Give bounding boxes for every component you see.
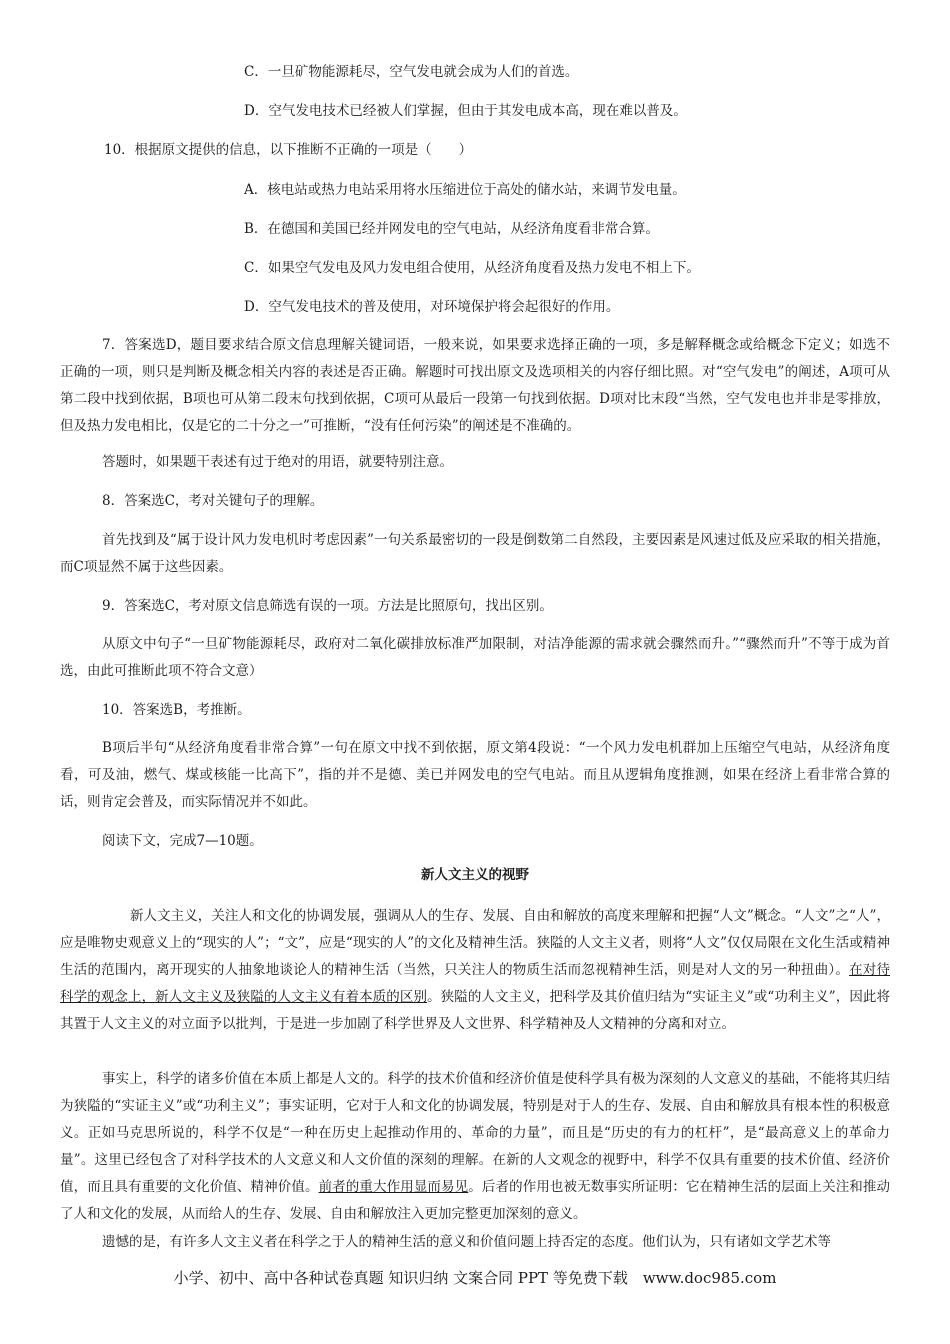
q10-option-c: C．如果空气发电及风力发电组合使用，从经济角度看及热力发电不相上下。 (244, 260, 700, 276)
article-paragraph-1 (60, 903, 890, 1038)
paragraph-2-text-b: 。后者的作用也被无数事实所证明：它在精神生活的层面上关注和推动了人和文化的发展，从而给人的生存、发展、自由和解放注入更加完整更加深刻的意义。 (60, 1179, 891, 1222)
paragraph-1-text-b: 。狭隘的人文主义，把科学及其价值归结为“实证主义”或“功利主义”，因此将其置于人文主义的对立面予以批判，于是进一步加剧了科学世界及人文世界、科学精神及人文精神的分离和对立。 (60, 989, 891, 1032)
paragraph-2-underlined: 前者的重大作用显而易见 (318, 1179, 469, 1195)
article-paragraph-3: 遗憾的是，有许多人文主义者在科学之于人的精神生活的意义和价值问题上持否定的态度。他们认为，只有诸如文学艺术等 (102, 1234, 831, 1250)
paragraph-1-text-a: 新人文主义，关注人和文化的协调发展，强调从人的生存、发展、自由和解放的高度来理解和把握“人文”概念。“人文”之“人”，应是唯物史观意义上的“现实的人”；“文”，应是“现实的人”的文化及精神生活。狭隘的人文主义者，则将“人文”仅仅局限在文化生活或精神生活的范围内，离开现实的人抽象地谈论人的精神生活（当然，只关注人的物质生活而忽视精神生活，则是对人文的另一种扭曲）。 (60, 908, 890, 978)
answer-10-explanation: B项后半句“从经济角度看非常合算”一句在原文中找不到依据，原文第4段说：“一个风力发电机群加上压缩空气电站，从经济角度看，可及油，燃气、煤或核能一比高下”，指的并不是德、美已并网发电的空气电站。而且从逻辑角度推测，如果在经济上看非常合算的话，则肯定会普及，而实际情况并不如此。 (60, 740, 890, 810)
answer-7: 7．答案选D，题目要求结合原文信息理解关键词语，一般来说，如果要求选择正确的一项，多是解释概念或给概念下定义；如选不正确的一项，则只是判断及概念相关内容的表述是否正确。解题时可找出原文及选项相关的内容仔细比照。对“空气发电”的阐述，A项可从第二段中找到依据，B项也可从第二段末句找到依据，C项可从最后一段第一句找到依据。D项对比末段“当然，空气发电也并非是零排放，但及热力发电相比，仅是它的二十分之一”可推断，“没有任何污染”的阐述是不准确的。 (60, 337, 890, 434)
paragraph-2-text-a: 事实上，科学的诸多价值在本质上都是人文的。科学的技术价值和经济价值是使科学具有极为深刻的人文意义的基础，不能将其归结为狭隘的“实证主义”或“功利主义”；事实证明，它对于人和文化的协调发展，特别是对于人的生存、发展、自由和解放具有根本性的积极意义。正如马克思所说的，科学不仅是“一种在历史上起推动作用的、革命的力量”，而且是“历史的有力的杠杆”，是“最高意义上的革命力量”。这里已经包含了对科学技术的人文意义和人文价值的深刻的理解。在新的人文观念的视野中，科学不仅具有重要的技术价值、经济价值，而且具有重要的文化价值、精神价值。 (60, 1071, 890, 1195)
answer-9: 9．答案选C，考对原文信息筛选有误的一项。方法是比照原句，找出区别。 (102, 598, 553, 614)
q10-option-a: A．核电站或热力电站采用将水压缩进位于高处的储水站，来调节发电量。 (244, 182, 686, 198)
article-title: 新人文主义的视野 (421, 867, 529, 883)
answer-9-explanation: 从原文中句子“一旦矿物能源耗尽，政府对二氧化碳排放标准严加限制，对洁净能源的需求就会骤然而升。”“骤然而升”不等于成为首选，由此可推断此项不符合文意） (60, 636, 890, 679)
page-footer: 小学、初中、高中各种试卷真题 知识归纳 文案合同 PPT 等免费下载 www.doc985.com (173, 1269, 777, 1287)
answer-8-explanation: 首先找到及“属于设计风力发电机时考虑因素”一句关系最密切的一段是倒数第二自然段，主要因素是风速过低及应采取的相关措施，而C项显然不属于这些因素。 (60, 532, 890, 575)
q10-option-d: D．空气发电技术的普及使用，对环境保护将会起很好的作用。 (244, 299, 620, 315)
answer-8: 8．答案选C，考对关键句子的理解。 (102, 493, 324, 509)
q9-option-c: C．一旦矿物能源耗尽，空气发电就会成为人们的首选。 (244, 64, 579, 80)
answer-7-note: 答题时，如果题干表述有过于绝对的用语，就要特别注意。 (102, 454, 453, 470)
q10-option-b: B．在德国和美国已经并网发电的空气电站，从经济角度看非常合算。 (244, 221, 659, 237)
reading-instruction: 阅读下文，完成7—10题。 (102, 833, 263, 849)
q10-stem: 10．根据原文提供的信息，以下推断不正确的一项是（ ） (104, 142, 473, 158)
paragraph-1-underlined: 在对待科学的观念上，新人文主义及狭隘的人文主义有着本质的区别 (60, 962, 891, 1005)
answer-10: 10．答案选B，考推断。 (102, 702, 251, 718)
article-paragraph-2 (60, 1066, 890, 1228)
q9-option-d: D．空气发电技术已经被人们掌握，但由于其发电成本高，现在难以普及。 (244, 103, 687, 119)
